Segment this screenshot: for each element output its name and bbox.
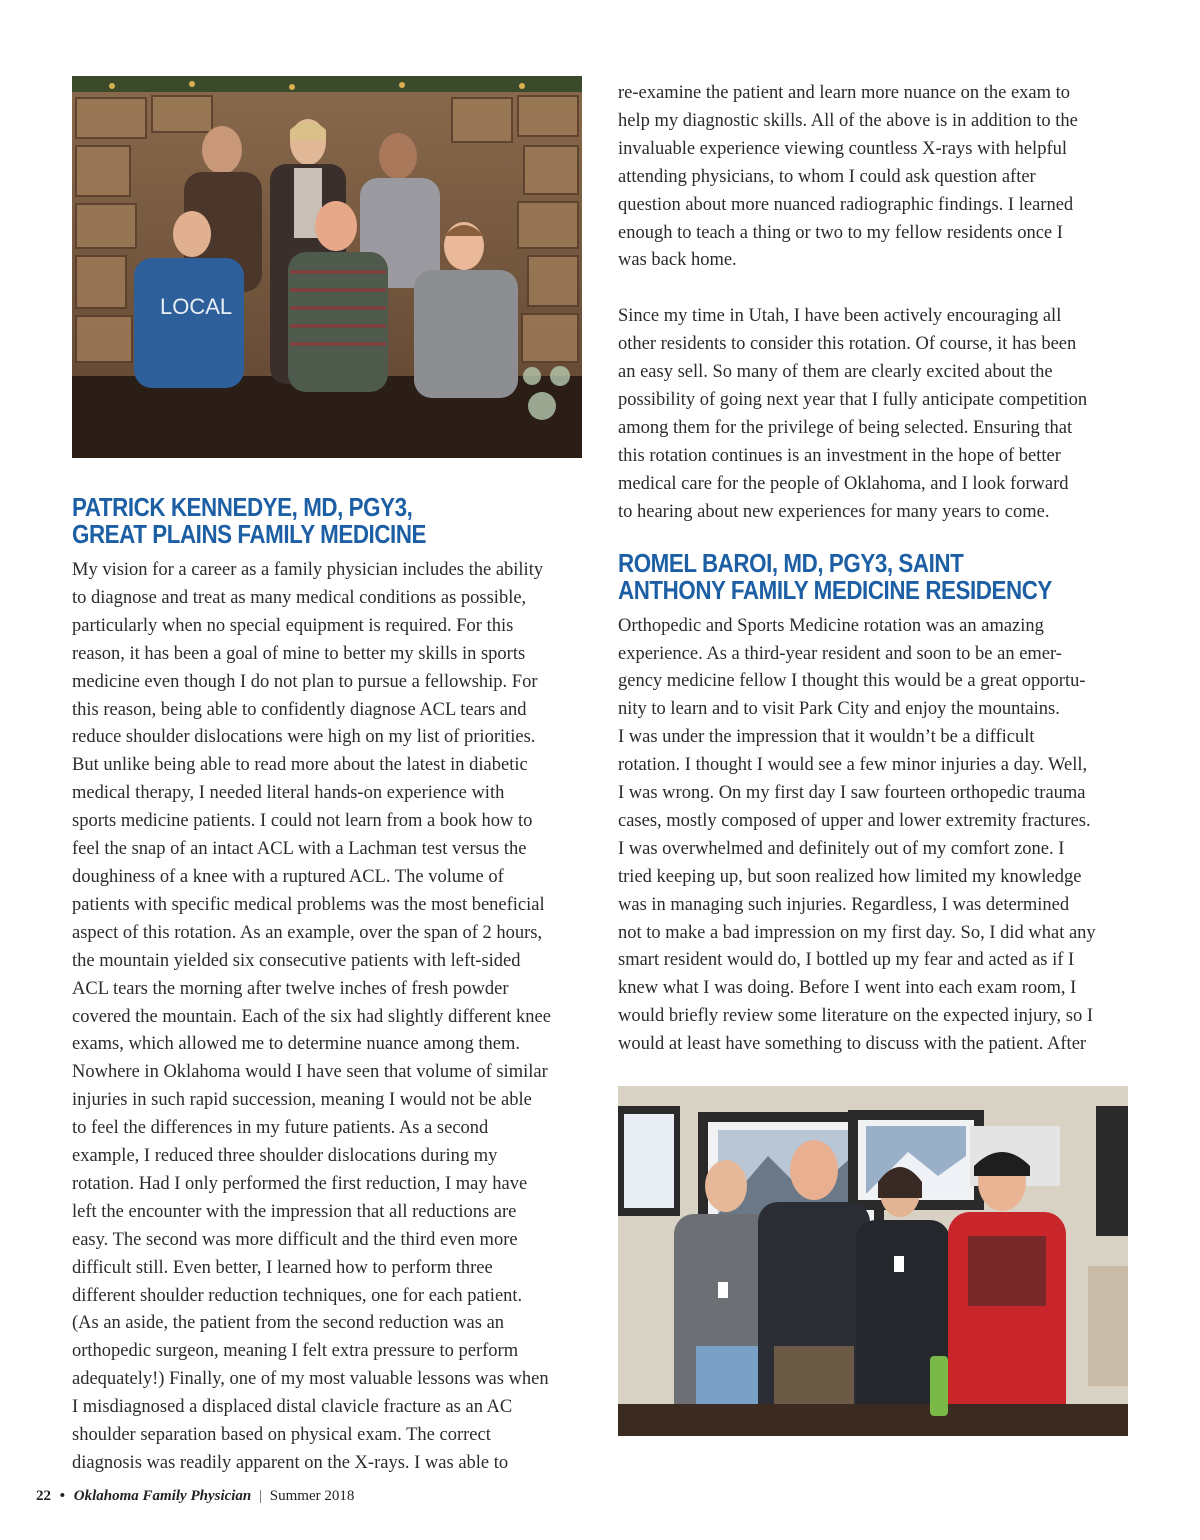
group-photo-fireplace-image — [72, 76, 582, 458]
body-line: would briefly review some literature on the expected injury, so I — [618, 1006, 1094, 1027]
body-line: an easy sell. So many of them are clearly excited about the — [618, 362, 1053, 383]
body-line: I misdiagnosed a displaced distal clavicle fracture as an AC — [72, 1397, 513, 1418]
body-line: other residents to consider this rotation. Of course, it has been — [618, 334, 1077, 355]
body-line: injuries in such rapid succession, meaning I would not be able — [72, 1090, 532, 1111]
body-line: experience. As a third-year resident and soon to be an emer- — [618, 643, 1062, 664]
body-line: help my diagnostic skills. All of the above is in addition to the — [618, 110, 1078, 131]
group-photo-fireplace — [72, 76, 582, 458]
body-line: invaluable experience viewing countless X-rays with helpful — [618, 138, 1067, 159]
body-line: ACL tears the morning after twelve inches of fresh powder — [72, 978, 509, 999]
body-line: sports medicine patients. I could not learn from a book how to — [72, 811, 533, 832]
body-line: this rotation continues is an investment in the hope of better — [618, 445, 1061, 466]
body-line: I was overwhelmed and definitely out of my comfort zone. I — [618, 838, 1065, 859]
body-line: re-examine the patient and learn more nuance on the exam to — [618, 83, 1071, 103]
body-line: not to make a bad impression on my first day. So, I did what any — [618, 922, 1096, 943]
body-line: rotation. I thought I would see a few minor injuries a day. Well, — [618, 755, 1088, 776]
left-column — [72, 76, 584, 1473]
body-line: (As an aside, the patient from the second reduction was an — [72, 1313, 505, 1334]
footer-bullet: • — [59, 1488, 66, 1504]
body-line: Nowhere in Oklahoma would I have seen that volume of similar — [72, 1062, 548, 1083]
shirt-logo-text: LOCAL — [160, 294, 233, 319]
body-line: to diagnose and treat as many medical conditions as possible, — [72, 587, 527, 608]
page-footer — [36, 1488, 354, 1505]
body-line: smart resident would do, I bottled up my fear and acted as if I — [618, 950, 1075, 971]
body-line: the mountain yielded six consecutive patients with left-sided — [72, 950, 521, 971]
group-photo-clinic-image — [618, 1086, 1128, 1436]
publication-title: Oklahoma Family Physician — [73, 1488, 252, 1504]
baroi-heading-line-2: ANTHONY FAMILY MEDICINE RESIDENCY — [618, 574, 1052, 605]
body-line: feel the snap of an intact ACL with a Lachman test versus the — [72, 839, 527, 860]
baroi-body — [618, 613, 1132, 1060]
body-line: question about more nuanced radiographic findings. I learned — [618, 194, 1074, 215]
body-line: But unlike being able to read more about the latest in diabetic — [72, 755, 528, 776]
body-line: covered the mountain. Each of the six had slightly different knee — [72, 1006, 551, 1027]
kennedye-heading-line-2: GREAT PLAINS FAMILY MEDICINE — [72, 519, 427, 549]
body-line: Orthopedic and Sports Medicine rotation was an amazing — [618, 615, 1044, 636]
baroi-heading-line-1: ROMEL BAROI, MD, PGY3, SAINT — [618, 547, 964, 578]
body-line: orthopedic surgeon, meaning I felt extra pressure to perform — [72, 1341, 519, 1362]
body-line: aspect of this rotation. As an example, over the span of 2 hours, — [72, 922, 543, 943]
body-line: would at least have something to discuss with the patient. After — [618, 1034, 1087, 1055]
body-line: exams, which allowed me to determine nuance among them. — [72, 1034, 520, 1055]
body-line: among them for the privilege of being selected. Ensuring that — [618, 417, 1073, 438]
right-column — [618, 80, 1132, 1059]
kennedye-body — [72, 557, 584, 1478]
body-line: nity to learn and to visit Park City and enjoy the mountains. — [618, 699, 1060, 720]
body-line: I was wrong. On my first day I saw fourteen orthopedic trauma — [618, 783, 1086, 804]
body-line: diagnosis was readily apparent on the X-rays. I was able to — [72, 1453, 509, 1473]
body-line: I was under the impression that it wouldn’t be a difficult — [618, 727, 1035, 748]
body-line: reduce shoulder dislocations were high on my list of priorities. — [72, 727, 536, 748]
footer-separator: | — [259, 1488, 263, 1504]
body-line: enough to teach a thing or two to my fellow residents once I — [618, 222, 1063, 243]
body-line: reason, it has been a goal of mine to better my skills in sports — [72, 643, 526, 664]
body-line: this reason, being able to confidently diagnose ACL tears and — [72, 699, 527, 720]
body-line: attending physicians, to whom I could ask question after — [618, 166, 1036, 187]
body-line: to feel the differences in my future patients. As a second — [72, 1118, 489, 1139]
body-line: knew what I was doing. Before I went into each exam room, I — [618, 978, 1077, 999]
page-number: 22 — [36, 1488, 51, 1504]
kennedye-closing-paragraph — [618, 303, 1132, 526]
body-line: shoulder separation based on physical exam. The correct — [72, 1425, 491, 1446]
body-line: difficult still. Even better, I learned how to perform three — [72, 1257, 493, 1278]
body-line: rotation. Had I only performed the first reduction, I may have — [72, 1173, 528, 1194]
body-line: possibility of going next year that I fully anticipate competition — [618, 390, 1088, 411]
baroi-heading — [618, 547, 1131, 605]
body-line: to hearing about new experiences for many years to come. — [618, 501, 1050, 522]
body-line: patients with specific medical problems was the most beneficial — [72, 894, 545, 915]
kennedye-section — [72, 494, 584, 1478]
body-line: different shoulder reduction techniques, one for each patient. — [72, 1285, 523, 1306]
body-line: example, I reduced three shoulder dislocations during my — [72, 1146, 498, 1167]
body-line: cases, mostly composed of upper and lower extremity fractures. — [618, 810, 1091, 831]
body-line: medical care for the people of Oklahoma, and I look forward — [618, 473, 1069, 494]
body-line: adequately!) Finally, one of my most valuable lessons was when — [72, 1369, 549, 1390]
kennedye-continued-paragraph — [618, 80, 1132, 275]
issue-label: Summer 2018 — [269, 1488, 355, 1504]
body-line: tried keeping up, but soon realized how limited my knowledge — [618, 866, 1082, 887]
group-photo-clinic — [618, 1086, 1128, 1436]
body-line: was in managing such injuries. Regardless, I was determined — [618, 894, 1070, 915]
body-line: medical therapy, I needed literal hands-on experience with — [72, 783, 505, 804]
body-line: particularly when no special equipment is required. For this — [72, 615, 514, 636]
body-line: easy. The second was more difficult and the third even more — [72, 1229, 518, 1250]
body-line: gency medicine fellow I thought this would be a great opportu- — [618, 671, 1086, 692]
body-line: Since my time in Utah, I have been actively encouraging all — [618, 306, 1062, 327]
kennedye-heading-line-1: PATRICK KENNEDYE, MD, PGY3, — [72, 492, 413, 522]
body-line: doughiness of a knee with a ruptured ACL. The volume of — [72, 866, 504, 887]
body-line: My vision for a career as a family physician includes the ability — [72, 560, 544, 580]
kennedye-heading — [72, 494, 583, 548]
body-line: was back home. — [618, 250, 737, 271]
body-line: medicine even though I do not plan to pursue a fellowship. For — [72, 671, 538, 692]
body-line: left the encounter with the impression that all reductions are — [72, 1201, 517, 1222]
